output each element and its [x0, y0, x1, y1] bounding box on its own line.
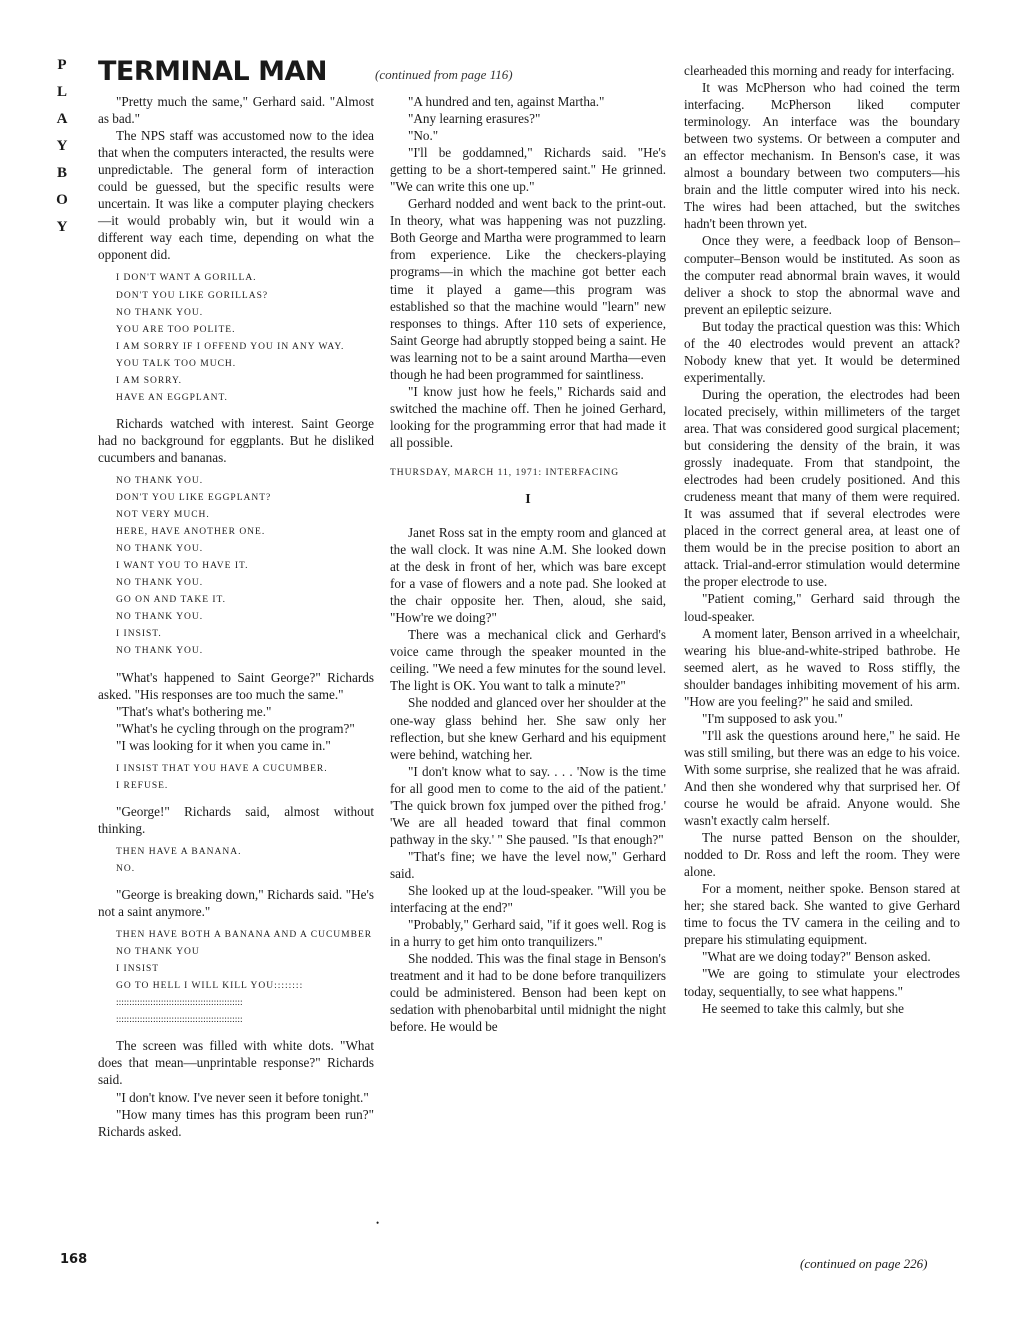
paragraph: She nodded. This was the final stage in Benson's treatment and it had to be done before tranquilizers could be administered. Benson had been kept on sedation with phenobarbital until midnight the night before. He would be: [390, 951, 666, 1035]
section-numeral: I: [525, 491, 531, 507]
paragraph: "I'm supposed to ask you.": [702, 710, 843, 726]
printout-line: NO THANK YOU.: [116, 475, 204, 486]
paragraph: She looked up at the loud-speaker. "Will you be interfacing at the end?": [390, 882, 666, 916]
printout-line: THEN HAVE BOTH A BANANA AND A CUCUMBER: [116, 930, 373, 941]
printout-line: NO THANK YOU.: [116, 612, 204, 623]
printout-line: I DON'T WANT A GORILLA.: [116, 273, 257, 284]
printout-line: NO THANK YOU.: [116, 578, 204, 589]
paragraph: "Any learning erasures?": [408, 111, 541, 127]
paragraph: The nurse patted Benson on the shoulder, nodded to Dr. Ross and left the room. They were alone.: [684, 830, 960, 880]
sidebar-letter: Y: [56, 219, 68, 235]
paragraph: "How many times has this program been run?" Richards asked.: [98, 1106, 374, 1139]
article-title: TERMINAL MAN: [98, 56, 328, 87]
paragraph: "That's what's bothering me.": [116, 703, 272, 719]
paragraph: For a moment, neither spoke. Benson stared at her; she stared back. She wanted to give Gerhard time to focus the TV camera in the ceiling and to prepare his stimulating equipment.: [684, 881, 960, 948]
printout-line: HERE, HAVE ANOTHER ONE.: [116, 527, 266, 538]
printout-line: YOU TALK TOO MUCH.: [116, 358, 237, 369]
paragraph: But today the practical question was this: Which of the 40 electrodes would prevent an attack? Nobody knew that yet. It would be determined experimentally.: [684, 318, 960, 385]
paragraph: "Probably," Gerhard said, "if it goes well. Rog is in a hurry to get him onto tranquilizers.": [390, 917, 666, 950]
sidebar-letter: P: [57, 57, 67, 73]
magazine-sidebar: [52, 52, 72, 241]
printout-line: DON'T YOU LIKE EGGPLANT?: [116, 493, 272, 504]
paragraph: "Patient coming," Gerhard said through the loud-speaker.: [684, 591, 960, 624]
paragraph: Gerhard nodded and went back to the print-out. In theory, what was happening was not puzzling. Both George and Martha were programmed to learn from experience. Like the checkers-playing programs—in which the machine got better each time it played a game—this program was established so that the machine would "learn" new responses to things. After 110 sets of experience, Saint George had abruptly stopped being a saint. He was learning not to be a saint around Martha—even though he had been programmed for saintliness.: [390, 196, 666, 382]
paragraph: Richards watched with interest. Saint George had no background for eggplants. But he disliked cucumbers and bananas.: [98, 415, 374, 465]
printout-line: I REFUSE.: [116, 780, 169, 791]
column-2: [390, 93, 666, 1035]
computer-printout: [116, 927, 374, 1029]
paragraph: The screen was filled with white dots. "What does that mean—unprintable response?" Richards said.: [98, 1038, 374, 1088]
printout-line: I WANT YOU TO HAVE IT.: [116, 561, 249, 572]
paragraph: "I don't know. I've never seen it before tonight.": [116, 1089, 369, 1105]
printout-line: ::::::::::::::::::::::::::::::::::::::::::::::::: [116, 998, 243, 1009]
sidebar-letter: A: [56, 111, 68, 127]
printout-line: ::::::::::::::::::::::::::::::::::::::::::::::::: [116, 1015, 243, 1026]
printout-line: NOT VERY MUCH.: [116, 510, 210, 521]
paragraph: "A hundred and ten, against Martha.": [408, 94, 605, 109]
paragraph: "That's fine; we have the level now," Gerhard said.: [390, 848, 666, 881]
paragraph: "I'll ask the questions around here," he said. He was still smiling, but there was an edge to his voice. With some surprise, she realized that he was afraid. And then she wondered why that surprised her. Of course he would be afraid. Anyone would. She wasn't exactly calm herself.: [684, 727, 960, 829]
paragraph: The NPS staff was accustomed now to the idea that when the computers interacted, the results were unpredictable. The general form of interaction could be guessed, but the specific results were uncertain. It was like a computer playing checkers—it would probably win, but it would win a different way each time, depending on what the opponent did.: [98, 128, 374, 263]
printout-line: NO THANK YOU.: [116, 646, 204, 657]
paragraph: clearheaded this morning and ready for interfacing.: [684, 63, 955, 78]
printout-line: YOU ARE TOO POLITE.: [116, 324, 236, 335]
page-number: 168: [60, 1252, 88, 1267]
paragraph: "I'll be goddamned," Richards said. "He's getting to be a short-tempered saint." He grinned. "We can write this one up.": [390, 145, 666, 195]
paragraph: "George is breaking down," Richards said. "He's not a saint anymore.": [98, 887, 374, 920]
paragraph: During the operation, the electrodes had been located precisely, within millimeters of the target area. That was considered good surgical placement; but considering the density of the brain, it was grossly inadequate. From that standpoint, the electrodes had been crudely positioned. And this crudeness meant that many of them were required. It was assumed that if several electrodes were placed in the correct general area, at least one of them would be in the precise position to abort an attack. Trial-and-error stimulation would determine the proper electrode to use.: [684, 386, 960, 590]
paragraph: "What are we doing today?" Benson asked.: [702, 949, 931, 965]
printout-line: I AM SORRY.: [116, 375, 183, 386]
paragraph: "I know just how he feels," Richards said and switched the machine off. Then he joined Gerhard, looking for the programming error that had made it all possible.: [390, 383, 666, 450]
printout-line: NO.: [116, 863, 136, 874]
paragraph: "What's he cycling through on the program?": [116, 720, 355, 736]
printout-line: HAVE AN EGGPLANT.: [116, 392, 228, 403]
computer-printout: [116, 473, 374, 661]
continued-on-note: (continued on page 226): [800, 1256, 928, 1271]
printout-line: I AM SORRY IF I OFFEND YOU IN ANY WAY.: [116, 341, 345, 352]
computer-printout: [116, 844, 374, 878]
paragraph: "We are going to stimulate your electrodes today, sequentially, to see what happens.": [684, 966, 960, 999]
paragraph: A moment later, Benson arrived in a wheelchair, wearing his blue-and-white-striped bathrobe. He seemed alert, as he waved to Ross stiffly, the shoulder bandages inhibiting movement of his arm. "How are you feeling?" he said and smiled.: [684, 625, 960, 709]
printout-line: I INSIST THAT YOU HAVE A CUCUMBER.: [116, 763, 328, 774]
paragraph: He seemed to take this calmly, but she: [702, 1000, 905, 1016]
computer-printout: [116, 270, 374, 406]
paragraph: "What's happened to Saint George?" Richards asked. "His responses are too much the same.": [98, 669, 374, 702]
printout-line: NO THANK YOU.: [116, 307, 204, 318]
computer-printout: [116, 761, 374, 795]
paragraph: "I was looking for it when you came in.": [116, 737, 331, 753]
printout-line: THEN HAVE A BANANA.: [116, 846, 242, 857]
section-dateline: THURSDAY, MARCH 11, 1971: INTERFACING: [390, 467, 620, 478]
paragraph: Once they were, a feedback loop of Benson–computer–Benson would be instituted. As soon as the computer read abnormal brain waves, it would deliver a shock to stop the abnormal wave and prevent an epileptic seizure.: [684, 233, 960, 317]
printout-line: I INSIST: [116, 964, 160, 975]
paragraph: "Pretty much the same," Gerhard said. "Almost as bad.": [98, 94, 374, 127]
paragraph: "No.": [408, 128, 439, 144]
paragraph: "George!" Richards said, almost without thinking.: [98, 803, 374, 836]
sidebar-letter: L: [56, 84, 67, 100]
printout-line: DON'T YOU LIKE GORILLAS?: [116, 290, 269, 301]
column-3: [684, 62, 960, 1017]
printout-line: NO THANK YOU: [116, 947, 200, 958]
printout-line: I INSIST.: [116, 629, 162, 640]
paragraph: Janet Ross sat in the empty room and glanced at the wall clock. It was nine A.M. She looked down at the desk in front of her, which was bare except for a vase of flowers and a note pad. She looked at the chair opposite her. Then, aloud, she said, "How're we doing?": [390, 524, 666, 626]
paragraph: "I don't know what to say. . . . 'Now is the time for all good men to come to the aid of the patient.' 'The quick brown fox jumped over the pithed frog.' 'We are all headed toward that final common pathway in the sky.' " She paused. "Is that enough?": [390, 763, 666, 847]
paragraph: There was a mechanical click and Gerhard's voice came through the speaker mounted in the ceiling. "We need a few minutes for the sound level. The light is OK. You want to talk a minute?": [390, 627, 666, 694]
column-1: [98, 93, 374, 1140]
printout-line: GO TO HELL I WILL KILL YOU::::::::: [116, 981, 304, 992]
continued-from-note: (continued from page 116): [375, 67, 513, 82]
printout-line: GO ON AND TAKE IT.: [116, 595, 227, 606]
sidebar-letter: Y: [56, 138, 68, 154]
sidebar-letter: B: [56, 165, 67, 181]
bullet-mark: •: [376, 1218, 380, 1228]
sidebar-letter: O: [56, 192, 68, 208]
paragraph: She nodded and glanced over her shoulder at the one-way glass behind her. She saw only her reflection, but she knew Gerhard and his equipment were behind, watching her.: [390, 695, 666, 762]
paragraph: It was McPherson who had coined the term interfacing. McPherson liked computer terminology. An interface was the boundary between two systems. Or between a computer and an effector mechanism. In Benson's case, it was almost a boundary between two computers—his brain and the little computer wired into his neck. The wires had been attached, but the switches hadn't been thrown yet.: [684, 80, 960, 232]
printout-line: NO THANK YOU.: [116, 544, 204, 555]
